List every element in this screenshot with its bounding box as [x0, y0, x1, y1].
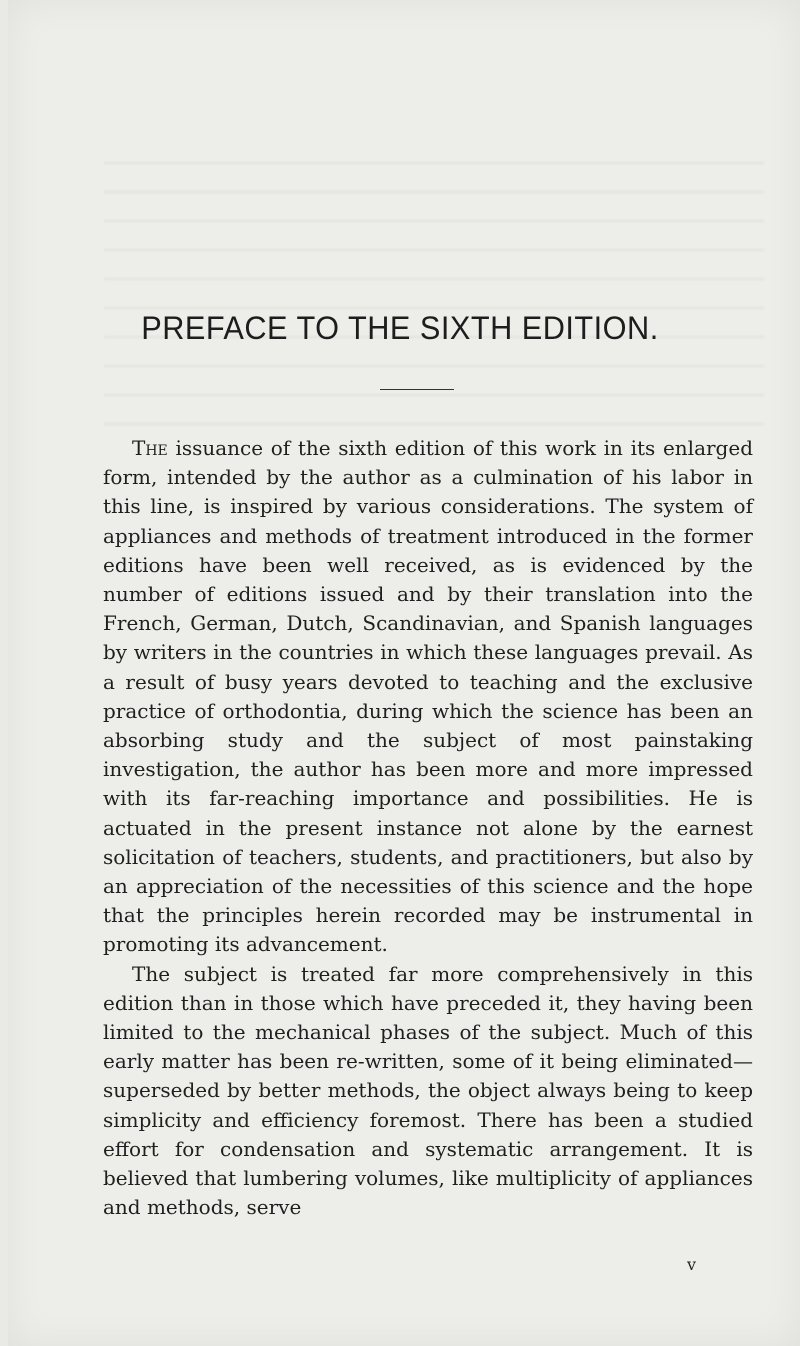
paragraph-1-lead: The — [132, 436, 168, 460]
paragraph-2: The subject is treated far more comprehensively in this edition than in those which have preceded it, they having been limited to the mechanical phases of the subject. Much of this early matter has been re-written, some of it being eliminated—superseded by better methods, the object always being to keep simplicity and efficiency foremost. There has been a studied effort for condensation and systematic arrangement. It is believed that lumbering volumes, like multiplicity of appliances and methods, serve — [103, 961, 753, 1220]
page-number: v — [687, 1255, 697, 1274]
page-title: PREFACE TO THE SIXTH EDITION. — [141, 310, 659, 346]
preface-body — [103, 434, 753, 1222]
show-through-text — [104, 140, 764, 430]
title-rule — [380, 389, 454, 390]
paragraph-1 — [103, 434, 753, 960]
paragraph-1-text: issuance of the sixth edition of this work in its enlarged form, intended by the author as a culmination of his labor in this line, is inspired by various considerations. The system of appliances and methods of treatment introduced in the former editions have been well received, as is evidenced by the number of editions issued and by their translation into the French, German, Dutch, Scandinavian, and Spanish languages by writers in the countries in which these languages prevail. As a result of busy years devoted to teaching and the exclusive practice of orthodontia, during which the science has been an absorbing study and the subject of most painstaking investigation, the author has been more and more impressed with its far-reaching importance and possibilities. He is actuated in the present instance not alone by the earnest solicitation of teachers, students, and practitioners, but also by an appreciation of the necessities of this science and the hope that the principles herein recorded may be instrumental in promoting its advancement. — [103, 436, 753, 957]
